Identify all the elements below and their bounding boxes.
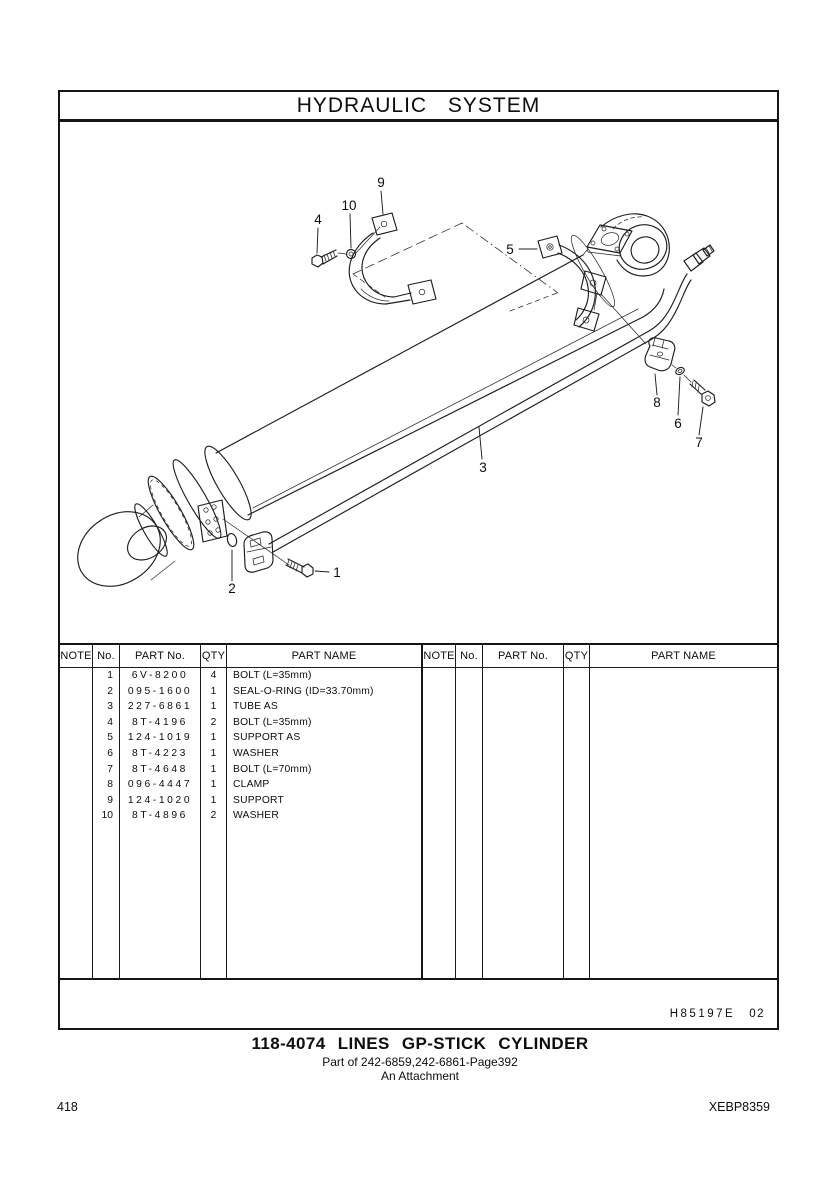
callout-5: 5 bbox=[506, 242, 514, 257]
column-qty bbox=[201, 645, 227, 978]
callout-leaders bbox=[232, 191, 703, 581]
row-part-name: TUBE AS bbox=[233, 701, 278, 713]
row-no: 3 bbox=[107, 701, 113, 713]
row-part-name: CLAMP bbox=[233, 779, 270, 791]
header-qty: QTY bbox=[564, 645, 589, 668]
o-ring bbox=[226, 533, 238, 548]
row-part-name: SUPPORT bbox=[233, 794, 284, 806]
row-qty: 1 bbox=[210, 701, 217, 713]
row-part-name: BOLT (L=35mm) bbox=[233, 716, 312, 728]
parts-table bbox=[60, 643, 777, 980]
row-qty: 1 bbox=[210, 685, 217, 697]
callout-8: 8 bbox=[653, 395, 661, 410]
column-qty bbox=[564, 645, 590, 978]
column-no bbox=[456, 645, 483, 978]
row-qty: 2 bbox=[210, 716, 217, 728]
header-part-no: PART No. bbox=[483, 645, 563, 668]
page-title: HYDRAULIC SYSTEM bbox=[296, 93, 541, 117]
row-part-name: BOLT (L=35mm) bbox=[233, 670, 312, 681]
column-part-name bbox=[590, 645, 777, 978]
column-no bbox=[93, 645, 120, 978]
part-group-title: 118-4074 LINES GP-STICK CYLINDER bbox=[251, 1034, 589, 1053]
row-part-name: SUPPORT AS bbox=[233, 732, 301, 744]
callout-numbers bbox=[228, 175, 703, 596]
row-part-name: SEAL-O-RING (ID=33.70mm) bbox=[233, 685, 374, 697]
row-no: 10 bbox=[101, 810, 113, 822]
page-number: 418 bbox=[57, 1100, 78, 1114]
row-no: 7 bbox=[107, 763, 113, 775]
row-no: 8 bbox=[107, 779, 113, 791]
callout-4: 4 bbox=[314, 212, 322, 227]
column-note bbox=[423, 645, 456, 978]
hidden-mount-outline bbox=[353, 223, 558, 311]
row-no: 6 bbox=[107, 747, 113, 759]
hydraulic-tube bbox=[269, 245, 714, 552]
row-qty: 1 bbox=[210, 763, 217, 775]
callout-2: 2 bbox=[228, 581, 236, 596]
row-part-name: WASHER bbox=[233, 810, 280, 822]
callout-10: 10 bbox=[341, 198, 357, 213]
column-part-no bbox=[483, 645, 564, 978]
header-no: No. bbox=[456, 645, 482, 668]
row-part-no: 124-1020 bbox=[127, 794, 193, 806]
row-part-name: WASHER bbox=[233, 747, 280, 759]
header-note: NOTE bbox=[60, 645, 92, 668]
tube-fitting-thread bbox=[703, 245, 714, 256]
row-part-no: 6V-8200 bbox=[131, 670, 189, 681]
washer-6 bbox=[675, 366, 686, 376]
document-code: XEBP8359 bbox=[708, 1100, 770, 1114]
row-part-no: 124-1019 bbox=[127, 732, 193, 744]
drawing-code bbox=[670, 1008, 765, 1020]
callout-9: 9 bbox=[377, 175, 385, 190]
header-part-no: PART No. bbox=[120, 645, 200, 668]
column-note bbox=[60, 645, 93, 978]
header-qty: QTY bbox=[201, 645, 226, 668]
sheet-border bbox=[58, 90, 779, 1030]
parts-table-right bbox=[421, 645, 777, 978]
support-as-5 bbox=[538, 236, 606, 331]
bolt-1 bbox=[286, 559, 313, 577]
row-part-no: 8T-4223 bbox=[132, 747, 188, 759]
castellated-ring bbox=[144, 476, 198, 551]
cylinder-diagram-svg bbox=[60, 125, 777, 643]
column-part-no bbox=[120, 645, 201, 978]
part-of-reference: Part of 242-6859,242-6861-Page392 bbox=[322, 1055, 518, 1069]
parts-table-left bbox=[60, 645, 421, 978]
axis-4-10-9 bbox=[338, 227, 380, 254]
row-part-name: BOLT (L=70mm) bbox=[233, 763, 312, 775]
row-no: 2 bbox=[107, 685, 113, 697]
row-qty: 1 bbox=[210, 794, 217, 806]
title-bar bbox=[60, 92, 777, 122]
row-no: 4 bbox=[107, 716, 113, 728]
cylinder-cap-end bbox=[64, 441, 259, 601]
row-qty: 1 bbox=[210, 779, 217, 791]
row-part-no: 096-4447 bbox=[127, 779, 193, 791]
row-no: 1 bbox=[107, 670, 113, 681]
exploded-view-diagram bbox=[60, 125, 777, 643]
clamp-8 bbox=[645, 338, 675, 371]
tube-flange-block bbox=[244, 532, 273, 572]
header-part-name: PART NAME bbox=[590, 645, 777, 668]
row-part-no: 8T-4648 bbox=[132, 763, 188, 775]
row-part-no: 095-1600 bbox=[127, 685, 193, 697]
attachment-note: An Attachment bbox=[380, 1069, 460, 1083]
bolt-4 bbox=[312, 250, 337, 267]
support-strap-9 bbox=[349, 213, 436, 304]
row-part-no: 8T-4896 bbox=[132, 810, 188, 822]
row-qty: 1 bbox=[210, 732, 217, 744]
callout-1: 1 bbox=[333, 565, 341, 580]
callout-7: 7 bbox=[695, 435, 703, 450]
header-part-name: PART NAME bbox=[227, 645, 421, 668]
row-qty: 4 bbox=[210, 670, 217, 681]
washer-10 bbox=[347, 250, 356, 259]
row-no: 5 bbox=[107, 732, 113, 744]
header-note: NOTE bbox=[423, 645, 455, 668]
drawing-revision: 02 bbox=[749, 1008, 765, 1020]
column-part-name bbox=[227, 645, 421, 978]
row-qty: 2 bbox=[210, 810, 217, 822]
row-qty: 1 bbox=[210, 747, 217, 759]
row-part-no: 227-6861 bbox=[127, 701, 193, 713]
row-part-no: 8T-4196 bbox=[132, 716, 188, 728]
drawing-number: H85197E bbox=[669, 1008, 736, 1020]
footer-block bbox=[0, 1034, 840, 1083]
row-no: 9 bbox=[107, 794, 113, 806]
header-no: No. bbox=[93, 645, 119, 668]
callout-3: 3 bbox=[479, 460, 487, 475]
cylinder-head-end bbox=[583, 214, 673, 276]
callout-6: 6 bbox=[674, 416, 682, 431]
